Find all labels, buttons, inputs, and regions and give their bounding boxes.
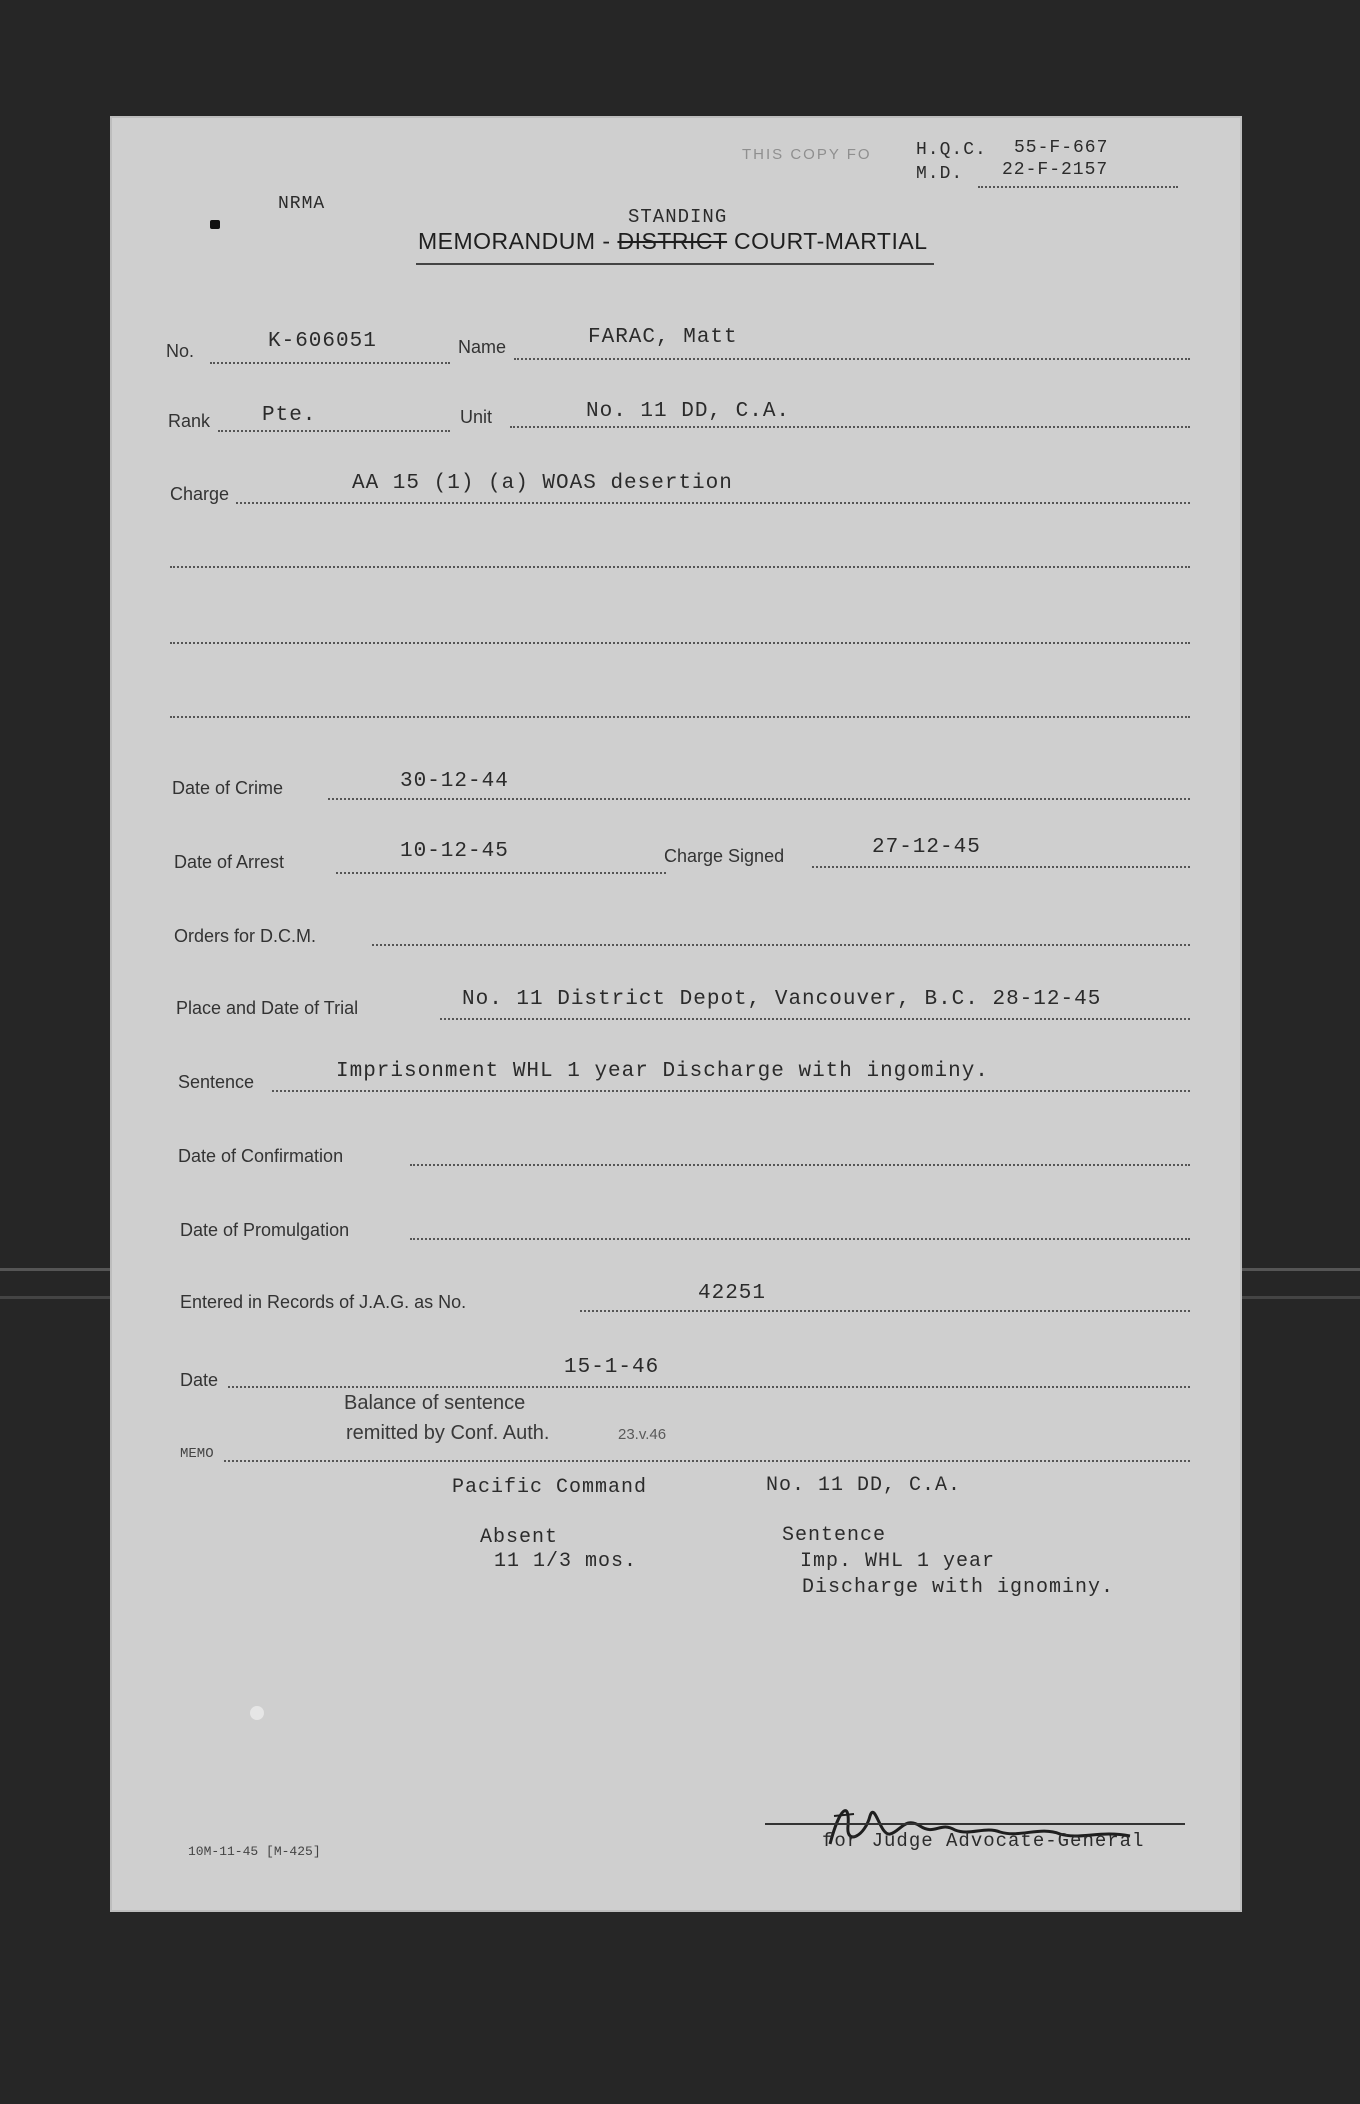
title-memorandum: MEMORANDUM [418, 228, 596, 254]
paper-speck [250, 1706, 264, 1720]
date-label: Date [180, 1370, 219, 1390]
trial-value: No. 11 District Depot, Vancouver, B.C. 28-12-45 [462, 988, 1102, 1011]
charge-line-4 [170, 716, 1190, 718]
memo-hand-line-2: remitted by Conf. Auth. [346, 1422, 550, 1444]
confirmation-label: Date of Confirmation [178, 1146, 344, 1166]
promulgation-line [410, 1238, 1190, 1240]
name-value: FARAC, Matt [588, 326, 738, 349]
name-label: Name [458, 337, 507, 357]
sentence-label: Sentence [178, 1072, 255, 1092]
memo-line [224, 1460, 1190, 1462]
sentence-line [272, 1090, 1190, 1092]
trial-line [440, 1018, 1190, 1020]
no-value: K-606051 [268, 330, 377, 353]
memo-unit: No. 11 DD, C.A. [766, 1474, 962, 1497]
orders-line [372, 944, 1190, 946]
charge-line-3 [170, 642, 1190, 644]
title-struck-word: DISTRICT [617, 228, 728, 254]
md-line [978, 186, 1178, 188]
memo-sentence-line-1: Imp. WHL 1 year [800, 1550, 996, 1573]
crime-value: 30-12-44 [400, 770, 509, 793]
signatory-caption: for Judge Advocate-General [822, 1830, 1145, 1852]
charge-line [236, 502, 1190, 504]
memo-label: MEMO [180, 1446, 214, 1462]
charge-label: Charge [170, 484, 230, 504]
page-title [418, 228, 928, 255]
jag-value: 42251 [698, 1282, 767, 1305]
memo-sentence-label: Sentence [782, 1524, 887, 1547]
rank-line [218, 430, 450, 432]
title-separator: - [602, 228, 611, 254]
trial-label: Place and Date of Trial [176, 998, 359, 1018]
signed-label: Charge Signed [664, 846, 785, 866]
md-value: 22-F-2157 [1002, 160, 1109, 180]
no-label: No. [166, 341, 195, 361]
unit-label: Unit [460, 407, 493, 427]
memo-hand-line-1: Balance of sentence [344, 1392, 526, 1414]
date-value: 15-1-46 [564, 1356, 660, 1379]
title-underline [416, 263, 934, 265]
md-label: M.D. [916, 164, 964, 184]
memo-sentence-line-2: Discharge with ignominy. [802, 1576, 1115, 1599]
crime-label: Date of Crime [172, 778, 284, 798]
memo-command: Pacific Command [452, 1476, 648, 1499]
memo-absent-label: Absent [480, 1526, 559, 1549]
faint-stamp: THIS COPY FO [742, 146, 872, 163]
rank-label: Rank [168, 411, 211, 431]
date-line [228, 1386, 1190, 1388]
hqc-label: H.Q.C. [916, 140, 987, 160]
form-code: 10M-11-45 [M-425] [188, 1844, 321, 1859]
sentence-value: Imprisonment WHL 1 year Discharge with ingominy. [336, 1060, 989, 1083]
arrest-line [336, 872, 666, 874]
document-page [110, 116, 1242, 1912]
arrest-value: 10-12-45 [400, 840, 509, 863]
rank-value: Pte. [262, 404, 317, 427]
charge-line-2 [170, 566, 1190, 568]
unit-line [510, 426, 1190, 428]
bullet-mark [210, 220, 220, 229]
title-overwrite: STANDING [628, 206, 728, 228]
title-court-martial: COURT-MARTIAL [733, 228, 928, 254]
memo-absent-value: 11 1/3 mos. [494, 1550, 638, 1573]
charge-value: AA 15 (1) (a) WOAS desertion [352, 472, 733, 495]
signed-line [812, 866, 1190, 868]
signed-value: 27-12-45 [872, 836, 981, 859]
signature-line [765, 1823, 1185, 1825]
unit-value: No. 11 DD, C.A. [586, 400, 791, 423]
orders-label: Orders for D.C.M. [174, 926, 317, 946]
confirmation-line [410, 1164, 1190, 1166]
memo-hand-date: 23.v.46 [618, 1426, 667, 1443]
jag-line [580, 1310, 1190, 1312]
crime-line [328, 798, 1190, 800]
no-line [210, 362, 450, 364]
jag-label: Entered in Records of J.A.G. as No. [180, 1292, 467, 1312]
name-line [514, 358, 1190, 360]
corner-tag: NRMA [278, 194, 326, 214]
arrest-label: Date of Arrest [174, 852, 285, 872]
promulgation-label: Date of Promulgation [180, 1220, 350, 1240]
hqc-value: 55-F-667 [1014, 138, 1109, 158]
